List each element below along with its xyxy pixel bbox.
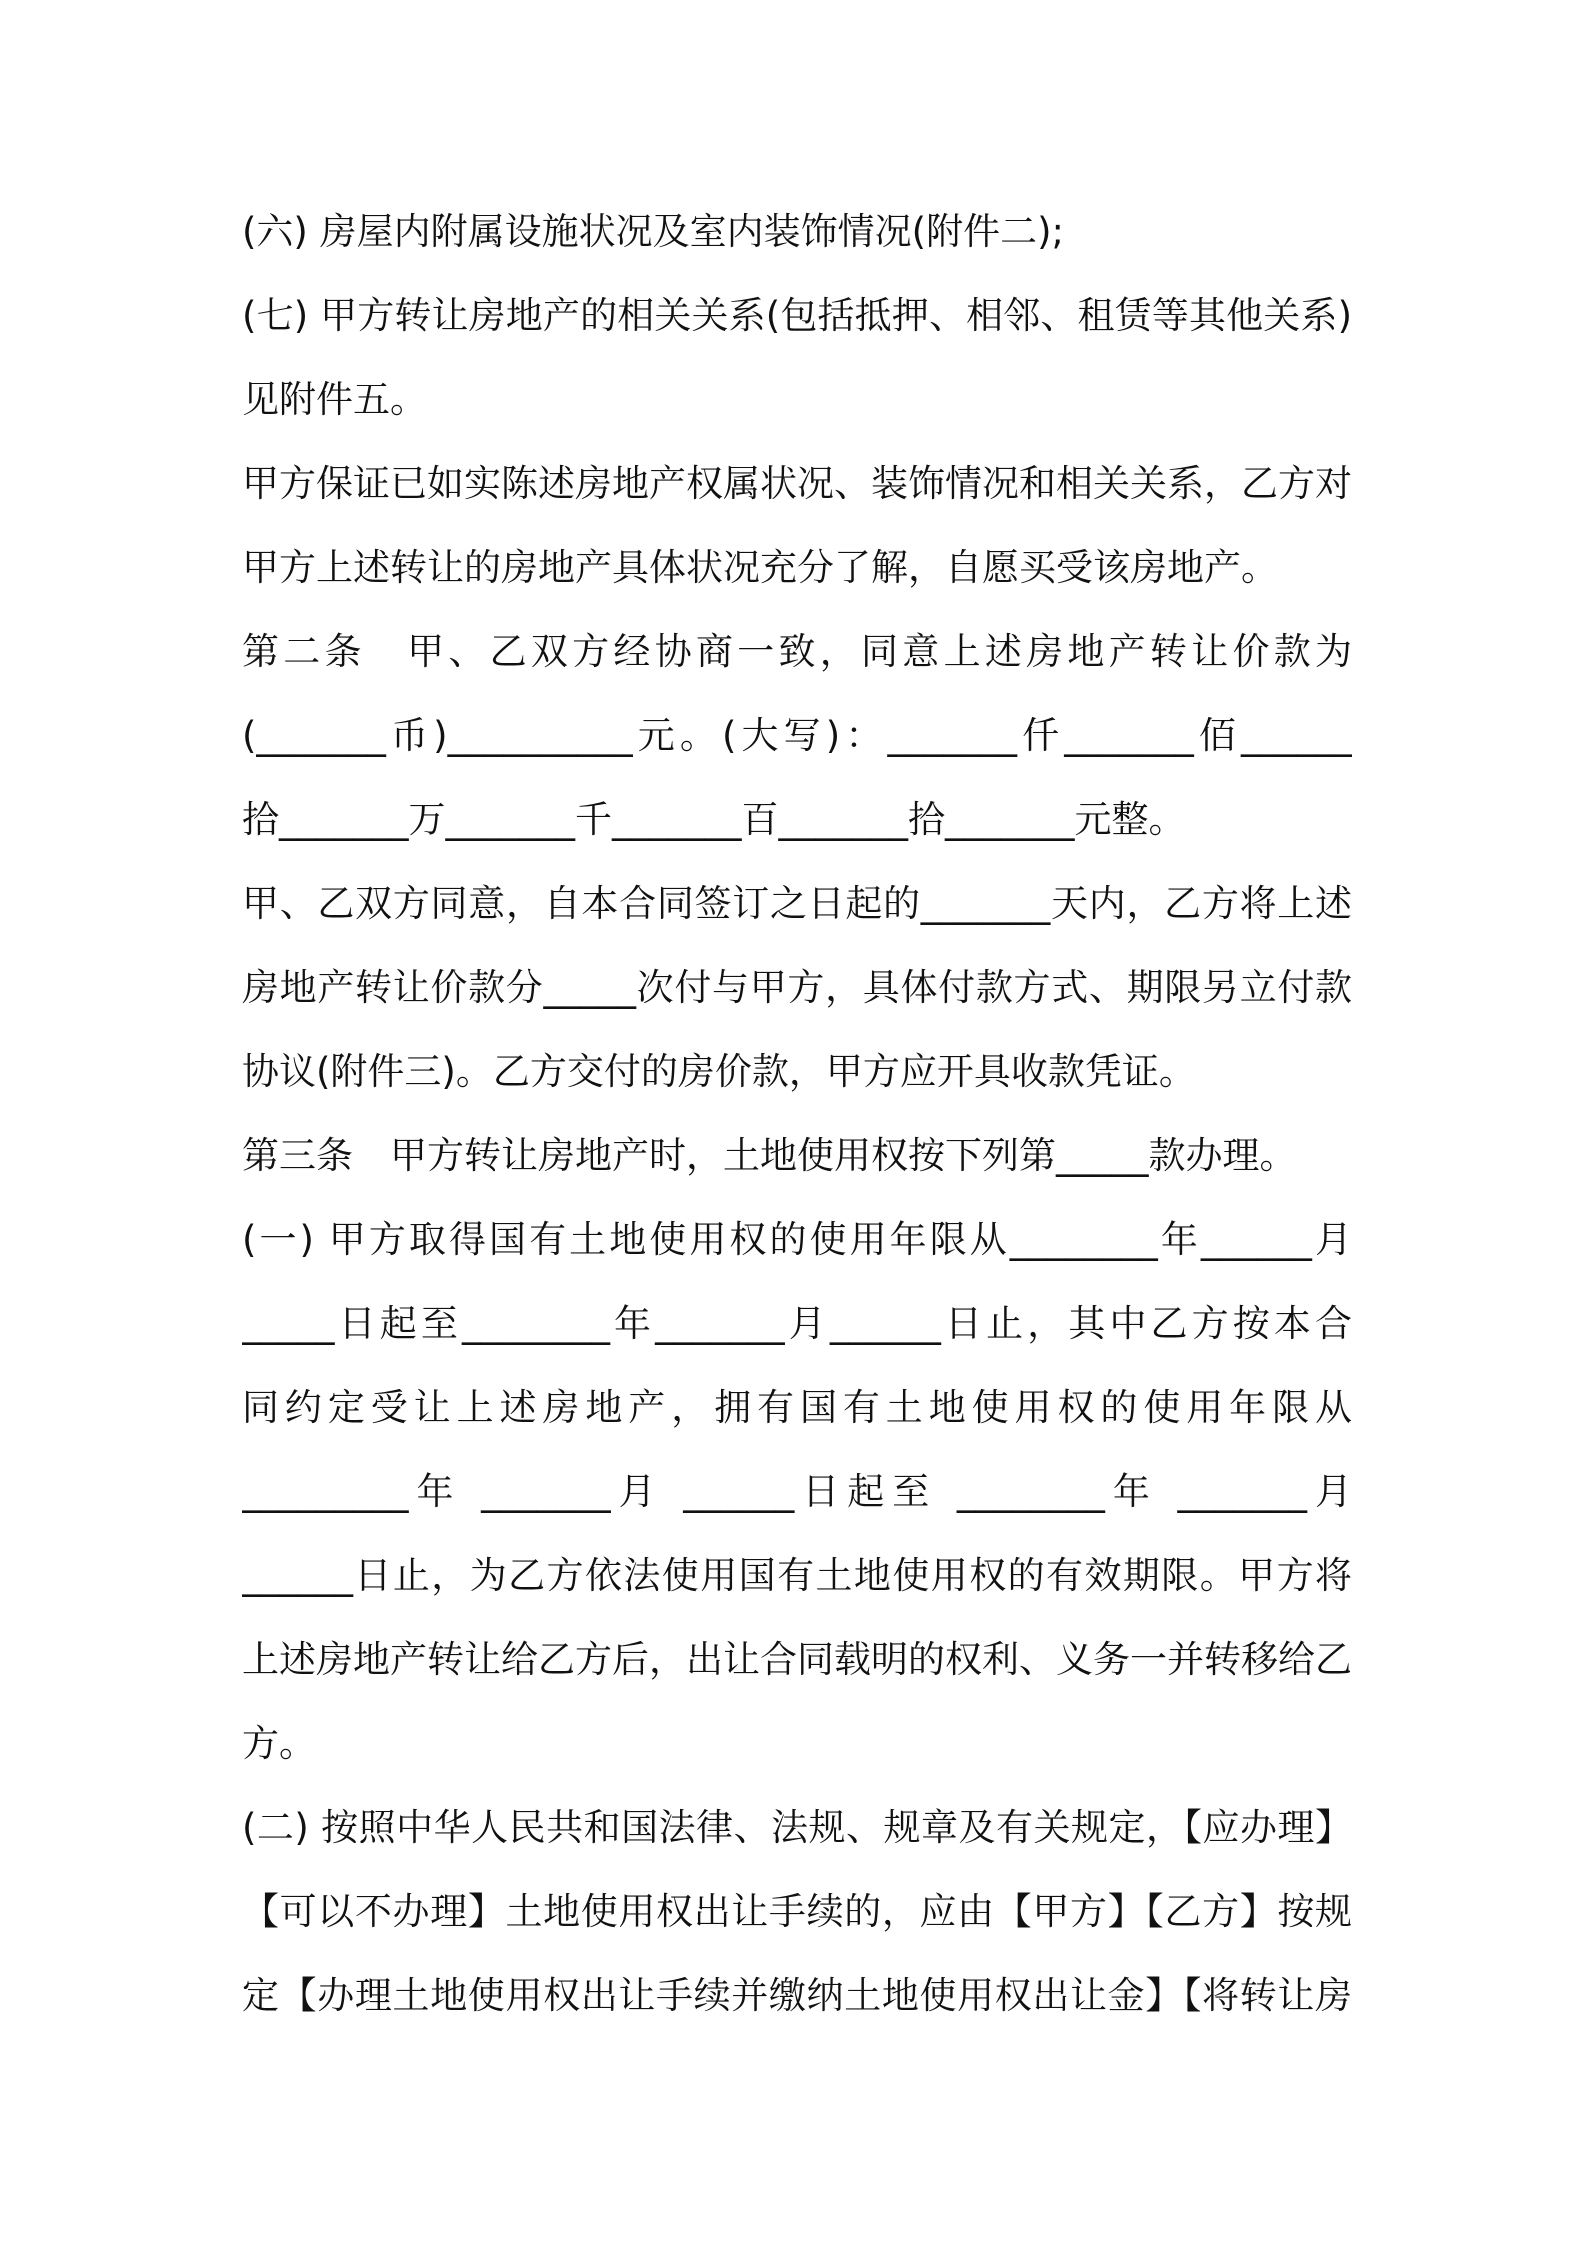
land-term-line-4: _________年 _______月 ______日起至 ________年 _______月 xyxy=(242,1470,1352,1513)
payment-line-1: 甲、乙双方同意，自本合同签订之日起的_______天内，乙方将上述 xyxy=(242,882,1352,925)
land-term-line-3: 同约定受让上述房地产，拥有国有土地使用权的使用年限从 xyxy=(242,1386,1352,1429)
clause-2-line-1: (二) 按照中华人民共和国法律、法规、规章及有关规定，【应办理】 xyxy=(242,1806,1352,1849)
payment-line-2: 房地产转让价款分_____次付与甲方，具体付款方式、期限另立付款 xyxy=(242,966,1352,1009)
guarantee-line-2: 甲方上述转让的房地产具体状况充分了解，自愿买受该房地产。 xyxy=(242,546,1278,589)
guarantee-line-1: 甲方保证已如实陈述房地产权属状况、装饰情况和相关关系，乙方对 xyxy=(242,462,1352,505)
clause-2-line-3: 定【办理土地使用权出让手续并缴纳土地使用权出让金】【将转让房 xyxy=(242,1974,1352,2017)
land-term-line-6: 上述房地产转让给乙方后，出让合同载明的权利、义务一并转移给乙 xyxy=(242,1638,1352,1681)
article-2-heading-line: 第二条 甲、乙双方经协商一致，同意上述房地产转让价款为 xyxy=(242,630,1352,673)
price-blank-line-2: 拾_______万_______千_______百_______拾_______元整。 xyxy=(242,798,1186,841)
clause-2-line-2: 【可以不办理】土地使用权出让手续的，应由【甲方】【乙方】按规 xyxy=(242,1890,1352,1933)
land-term-line-5: ______日止，为乙方依法使用国有土地使用权的有效期限。甲方将 xyxy=(242,1554,1352,1597)
clause-line-7-relations: (七) 甲方转让房地产的相关关系(包括抵押、相邻、租赁等其他关系) xyxy=(242,294,1352,337)
price-blank-line-1: (_______币)__________元。(大写)：_______仟_______佰______ xyxy=(242,714,1352,757)
land-term-line-2: _____日起至________年_______月______日止，其中乙方按本合 xyxy=(242,1302,1352,1345)
contract-body xyxy=(242,190,1352,2038)
land-term-line-7: 方。 xyxy=(242,1722,316,1765)
payment-line-3: 协议(附件三)。乙方交付的房价款，甲方应开具收款凭证。 xyxy=(242,1050,1196,1093)
article-3-heading-line: 第三条 甲方转让房地产时，土地使用权按下列第_____款办理。 xyxy=(242,1134,1297,1177)
clause-line-6-attachment-2: (六) 房屋内附属设施状况及室内装饰情况(附件二); xyxy=(242,210,1064,253)
land-term-line-1: (一) 甲方取得国有土地使用权的使用年限从________年______月 xyxy=(242,1218,1352,1261)
clause-line-7-attachment-5: 见附件五。 xyxy=(242,378,427,421)
